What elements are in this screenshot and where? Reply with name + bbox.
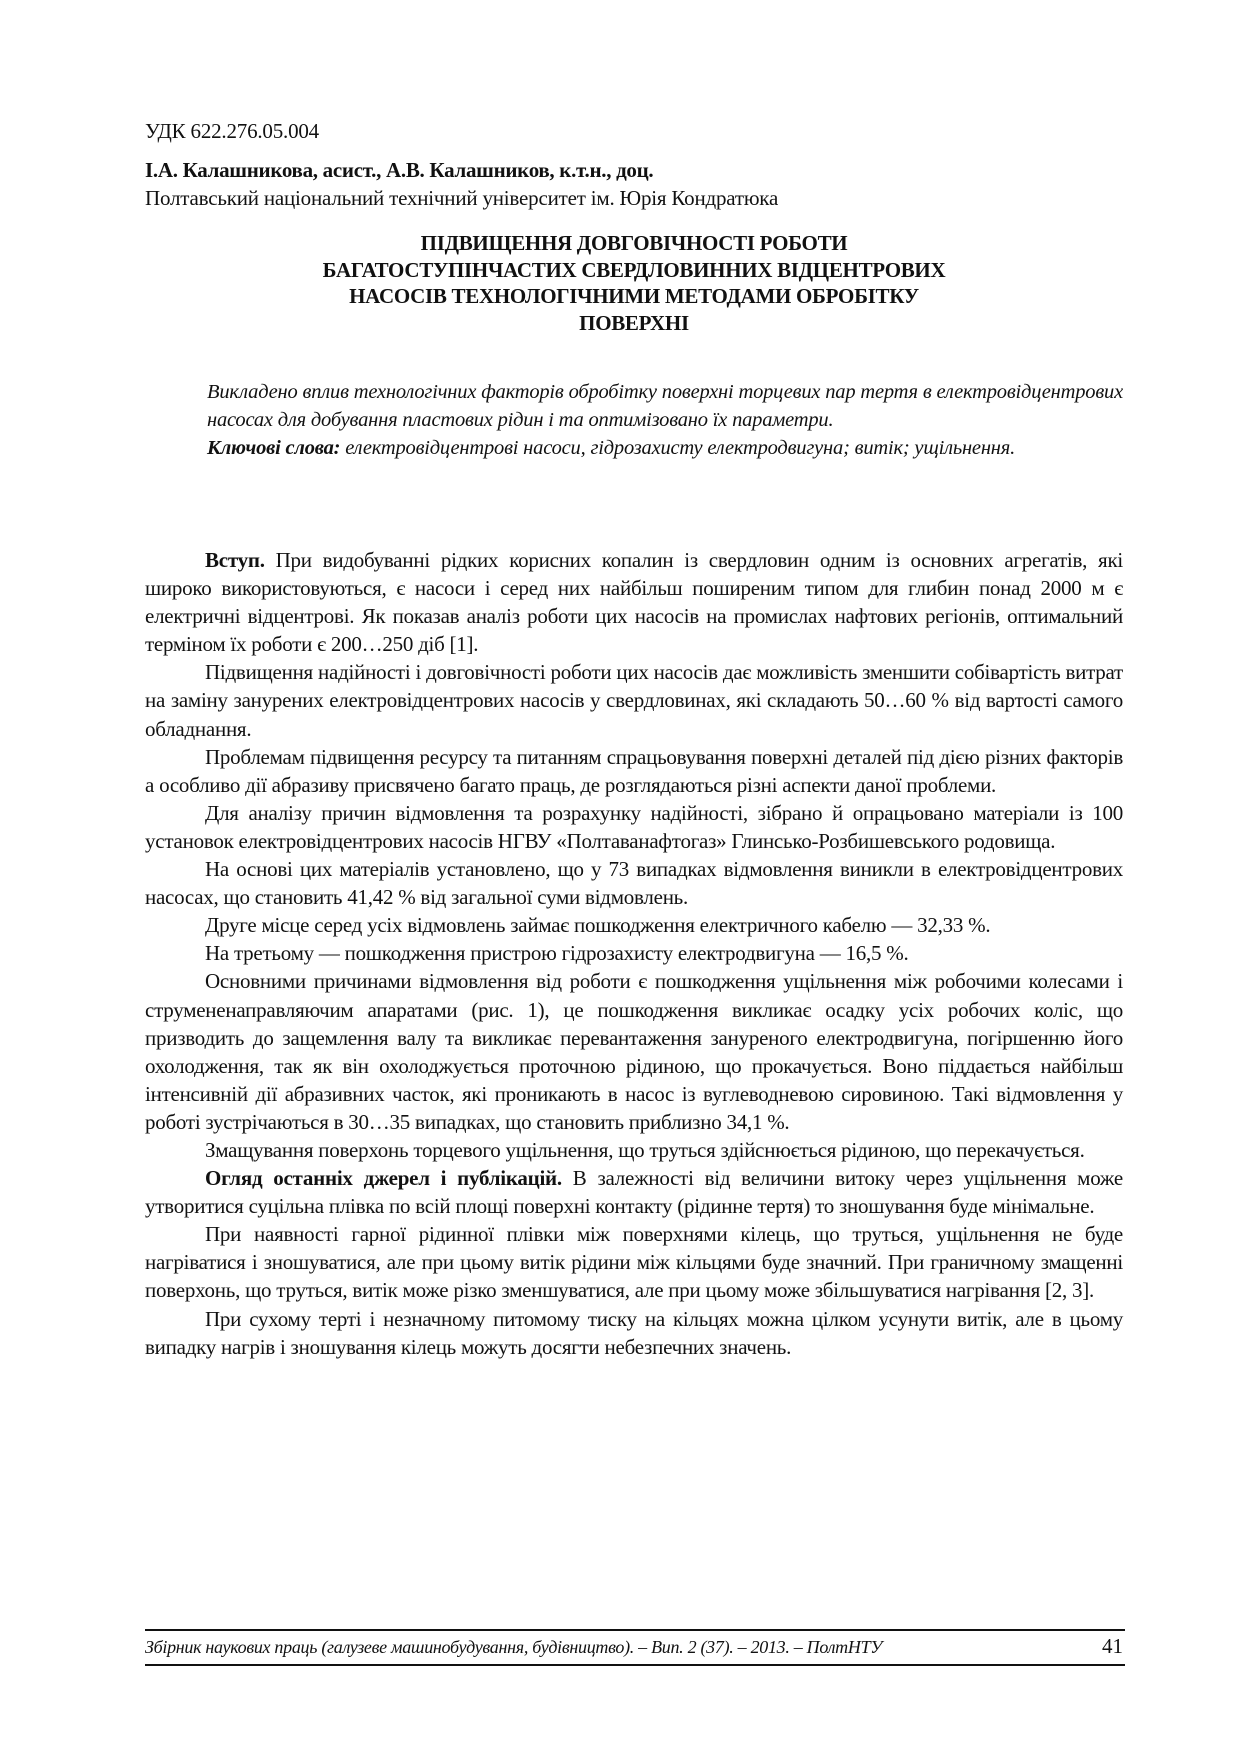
keywords-list: електровідцентрові насоси, гідрозахисту електродвигуна; витік; ущільнення. — [340, 437, 1016, 459]
paragraph: Основними причинами відмовлення від роботи є пошкодження ущільнення між робочими колесами і струмененаправляючим апаратами (рис. 1), це пошкодження викликає осадку усіх робочих коліс, що призводить до защемлення валу та викликає перевантаження зануреного електродвигуна, погіршенню його охолодження, так як він охолоджується проточною рідиною, що прокачується. Воно піддається найбільш інтенсивній дії абразивних часток, які проникають в насос із вуглеводневою сировиною. Такі відмовлення у роботі зустрічаються в 30…35 випадках, що становить приблизно 34,1 %. — [145, 969, 1123, 1134]
paragraph: Підвищення надійності і довговічності роботи цих насосів дає можливість зменшити собівартість витрат на заміну занурених електровідцентрових насосів у свердловинах, які складають 50…60 % від вартості самого обладнання. — [145, 660, 1123, 741]
abstract — [207, 378, 1123, 462]
section-heading-review: Огляд останніх джерел і публікацій. — [205, 1166, 562, 1191]
udk-code: УДК 622.276.05.004 — [145, 119, 319, 143]
keywords-label: Ключові слова: — [207, 437, 341, 459]
paragraph: Для аналізу причин відмовлення та розрахунку надійності, зібрано й опрацьовано матеріали із 100 установок електровідцентрових насосів НГВУ «Полтаванафтогаз» Глинсько-Розбишевського родовища. — [145, 800, 1123, 853]
footer-rule-bottom — [145, 1664, 1125, 1666]
title-line: ПІДВИЩЕННЯ ДОВГОВІЧНОСТІ РОБОТИ — [420, 231, 848, 255]
page-number: 41 — [1102, 1634, 1123, 1658]
section-heading-intro: Вступ. — [205, 548, 265, 572]
paragraph: Проблемам підвищення ресурсу та питанням спрацьовування поверхні деталей під дією різних факторів а особливо дії абразиву присвячено багато праць, де розглядаються різні аспекти даної проблеми. — [145, 744, 1123, 797]
title-line: БАГАТОСТУПІНЧАСТИХ СВЕРДЛОВИННИХ ВІДЦЕНТРОВИХ — [322, 257, 946, 282]
paragraph: При сухому терті і незначному питомому тиску на кільцях можна цілком усунути витік, але в цьому випадку нагрів і зношування кілець можуть досягти небезпечних значень. — [145, 1306, 1123, 1359]
paragraph: Друге місце серед усіх відмовлень займає пошкодження електричного кабелю — 32,33 %. — [205, 913, 991, 938]
paragraph: При наявності гарної рідинної плівки між поверхнями кілець, що труться, ущільнення не буде нагріватися і зношуватися, але при цьому витік рідини між кільцями буде значний. При граничному змащенні поверхонь, що труться, витік може різко зменшуватися, але при цьому може збільшуватися нагрівання [2, 3]. — [145, 1222, 1123, 1303]
paragraph-text: В залежності від величини витоку через ущільнення може утворитися суцільна плівка по всій площі поверхні контакту (рідинне тертя) то зношування буде мінімальне. — [145, 1166, 1123, 1219]
paragraph: На основі цих матеріалів установлено, що у 73 випадках відмовлення виникли в електровідцентрових насосах, що становить 41,42 % від загальної суми відмовлень. — [145, 857, 1123, 910]
paragraph-text: При видобуванні рідких корисних копалин із свердловин одним із основних агрегатів, які широко використовуються, є насоси і серед них найбільш поширеним типом для глибин понад 2000 м є електричні відцентрові. Як показав аналіз роботи цих насосів на промислах нафтових регіонів, оптимальний терміном їх роботи є 200…250 діб [1]. — [145, 548, 1123, 657]
title-line: НАСОСІВ ТЕХНОЛОГІЧНИМИ МЕТОДАМИ ОБРОБІТКУ — [349, 284, 919, 308]
authors: І.А. Калашникова, асист., А.В. Калашников, к.т.н., доц. — [145, 158, 654, 182]
journal-footer: Збірник наукових праць (галузеве машинобудування, будівництво). – Вип. 2 (37). – 2013. – ПолтНТУ — [145, 1637, 883, 1657]
affiliation: Полтавський національний технічний університет ім. Юрія Кондратюка — [145, 186, 779, 210]
paragraph: На третьому — пошкодження пристрою гідрозахисту електродвигуна — 16,5 %. — [205, 941, 909, 966]
footer-rule-top — [145, 1629, 1125, 1631]
paragraph — [145, 546, 1123, 658]
keywords — [207, 434, 1123, 462]
paragraph — [145, 1164, 1123, 1220]
paragraph: Змащування поверхонь торцевого ущільнення, що труться здійснюється рідиною, що перекачується. — [205, 1137, 1085, 1162]
paper-title — [145, 230, 1123, 336]
title-line: ПОВЕРХНІ — [579, 310, 689, 335]
abstract-text: Викладено вплив технологічних факторів обробітку поверхні торцевих пар тертя в електровідцентрових насосах для добування пластових рідин і та оптимізовано їх параметри. — [207, 381, 1123, 431]
body-text — [145, 546, 1123, 1361]
